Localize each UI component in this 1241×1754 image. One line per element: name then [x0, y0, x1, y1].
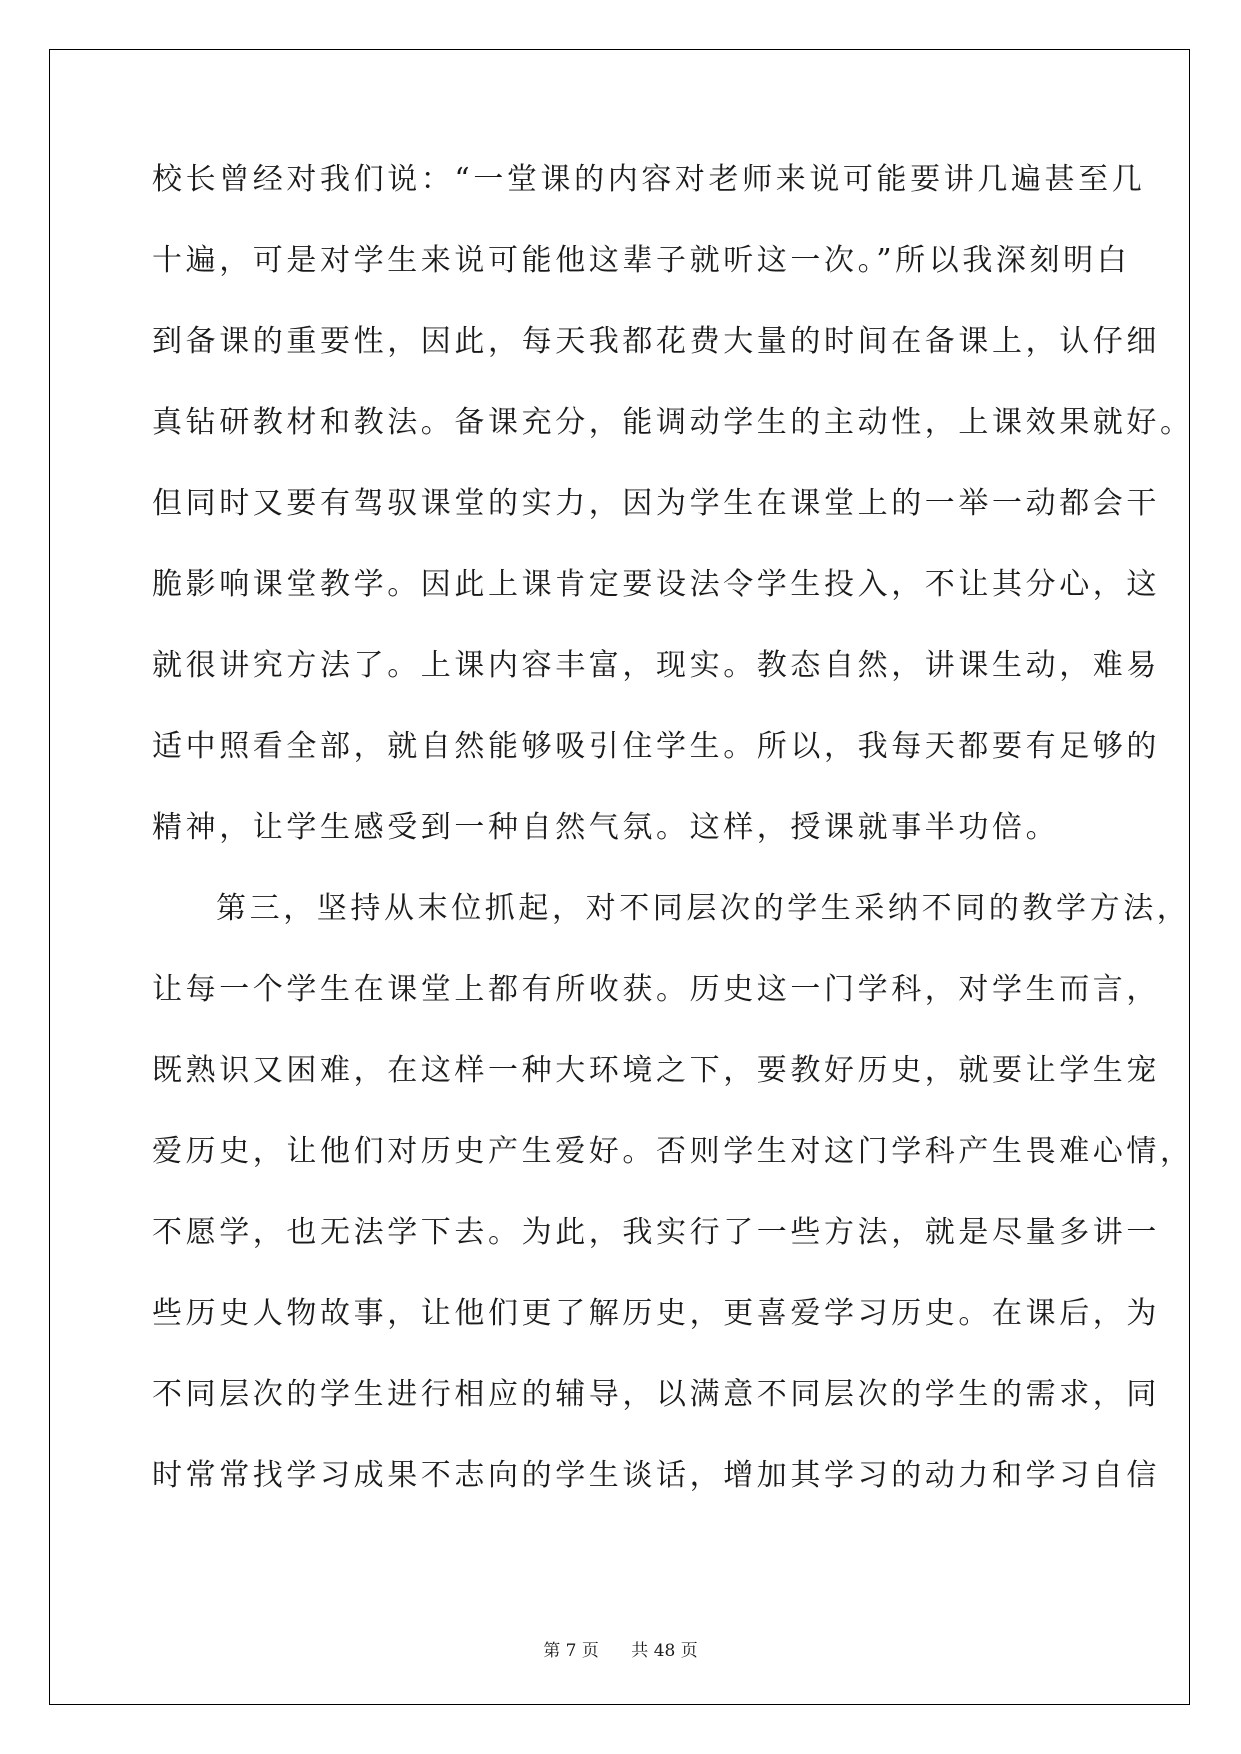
text-line: 真钻研教材和教法。备课充分，能调动学生的主动性，上课效果就好。 [152, 405, 1194, 440]
text-line: 到备课的重要性，因此，每天我都花费大量的时间在备课上，认仔细 [152, 324, 1160, 359]
text-line: 十遍，可是对学生来说可能他这辈子就听这一次。”所以我深刻明白 [152, 243, 1131, 278]
text-line: 适中照看全部，就自然能够吸引住学生。所以，我每天都要有足够的 [152, 729, 1160, 764]
text-line: 爱历史，让他们对历史产生爱好。否则学生对这门学科产生畏难心情， [152, 1134, 1194, 1169]
text-line: 精神，让学生感受到一种自然气氛。这样，授课就事半功倍。 [152, 810, 1060, 845]
current-page-number: 第 7 页 [543, 1641, 599, 1661]
text-line: 但同时又要有驾驭课堂的实力，因为学生在课堂上的一举一动都会干 [152, 486, 1160, 521]
text-line: 些历史人物故事，让他们更了解历史，更喜爱学习历史。在课后，为 [152, 1296, 1160, 1331]
text-line: 不同层次的学生进行相应的辅导，以满意不同层次的学生的需求，同 [152, 1377, 1160, 1412]
text-line: 让每一个学生在课堂上都有所收获。历史这一门学科，对学生而言， [152, 972, 1160, 1007]
text-line: 校长曾经对我们说：“一堂课的内容对老师来说可能要讲几遍甚至几 [152, 162, 1146, 197]
text-line: 不愿学，也无法学下去。为此，我实行了一些方法，就是尽量多讲一 [152, 1215, 1160, 1250]
paragraph-start-line: 第三，坚持从末位抓起，对不同层次的学生采纳不同的教学方法， [216, 891, 1191, 926]
text-line: 脆影响课堂教学。因此上课肯定要设法令学生投入，不让其分心，这 [152, 567, 1160, 602]
document-body [152, 162, 1194, 1542]
page-footer [0, 1641, 1241, 1661]
text-line: 时常常找学习成果不志向的学生谈话，增加其学习的动力和学习自信 [152, 1458, 1160, 1493]
text-line: 既熟识又困难，在这样一种大环境之下，要教好历史，就要让学生宠 [152, 1053, 1160, 1088]
total-page-count: 共 48 页 [631, 1641, 698, 1661]
text-line: 就很讲究方法了。上课内容丰富，现实。教态自然，讲课生动，难易 [152, 648, 1160, 683]
